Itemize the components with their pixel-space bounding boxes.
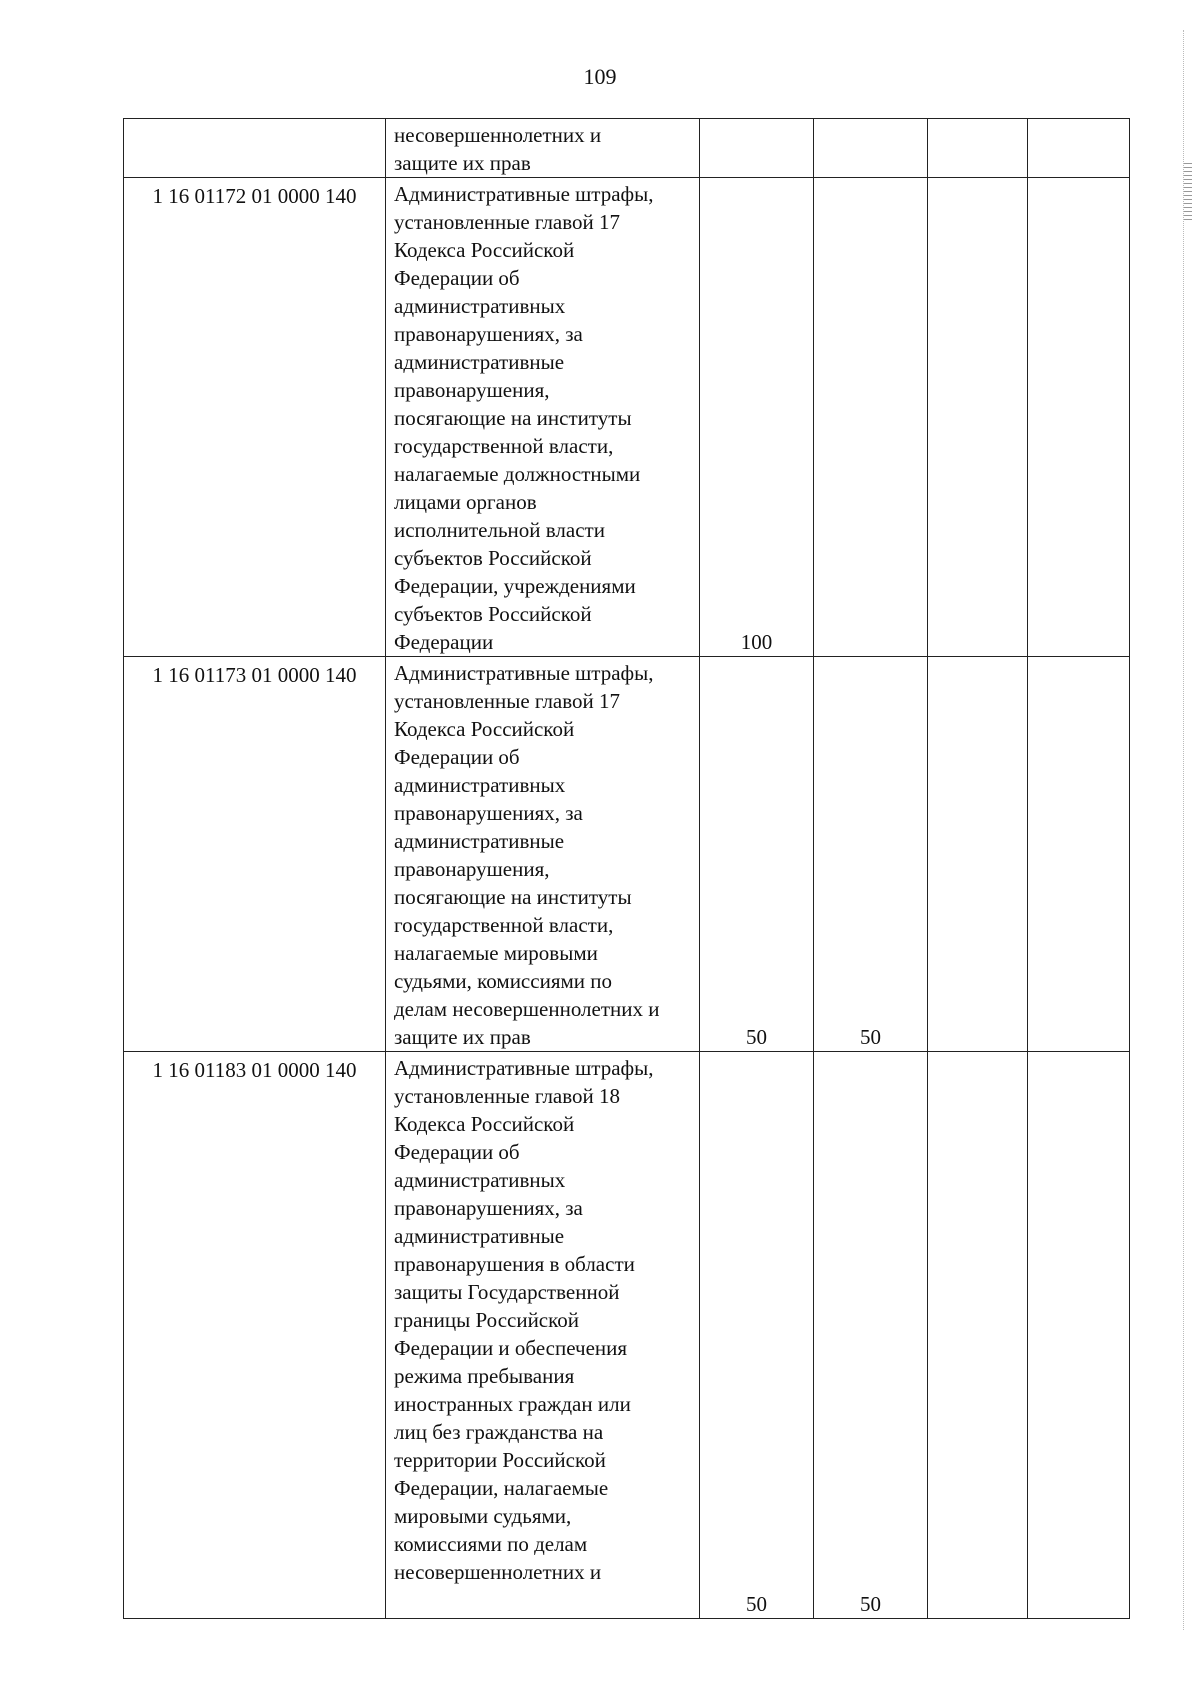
value-cell: 100	[700, 178, 814, 657]
code-cell: 1 16 01183 01 0000 140	[124, 1052, 386, 1619]
table-row	[124, 657, 1130, 1052]
table-row	[124, 119, 1130, 178]
table-row	[124, 178, 1130, 657]
code-cell: 1 16 01173 01 0000 140	[124, 657, 386, 1052]
code-cell	[124, 119, 386, 178]
value-cell: 50	[700, 1052, 814, 1619]
value-cell	[928, 119, 1028, 178]
value-cell: 50	[700, 657, 814, 1052]
value-cell	[814, 178, 928, 657]
page-number: 109	[583, 64, 617, 89]
name-cell: Административные штрафы, установленные главой 17 Кодекса Российской Федерации об административных правонарушениях, за административные правонарушения, посягающие на институты государственной власти, налагаемые должностными лицами органов исполнительной власти субъектов Российской Федерации, учреждениями субъектов Российской Федерации	[386, 178, 700, 657]
value-cell	[928, 178, 1028, 657]
budget-table	[123, 118, 1130, 1619]
value-cell: 50	[814, 657, 928, 1052]
table-row	[124, 1052, 1130, 1619]
name-cell: Административные штрафы, установленные главой 18 Кодекса Российской Федерации об административных правонарушениях, за административные правонарушения в области защиты Государственной границы Российской Федерации и обеспечения режима пребывания иностранных граждан или лиц без гражданства на территории Российской Федерации, налагаемые мировыми судьями, комиссиями по делам несовершеннолетних и	[386, 1052, 700, 1619]
value-cell	[1028, 657, 1130, 1052]
name-cell: несовершеннолетних и защите их прав	[386, 119, 700, 178]
value-cell	[928, 657, 1028, 1052]
value-cell	[814, 119, 928, 178]
value-cell	[1028, 178, 1130, 657]
name-cell: Административные штрафы, установленные главой 17 Кодекса Российской Федерации об административных правонарушениях, за административные правонарушения, посягающие на институты государственной власти, налагаемые мировыми судьями, комиссиями по делам несовершеннолетних и защите их прав	[386, 657, 700, 1052]
value-cell	[1028, 1052, 1130, 1619]
code-cell: 1 16 01172 01 0000 140	[124, 178, 386, 657]
scan-edge-marks	[1183, 30, 1190, 1630]
value-cell: 50	[814, 1052, 928, 1619]
scan-barcode-mark	[1184, 160, 1192, 220]
value-cell	[1028, 119, 1130, 178]
value-cell	[700, 119, 814, 178]
value-cell	[928, 1052, 1028, 1619]
